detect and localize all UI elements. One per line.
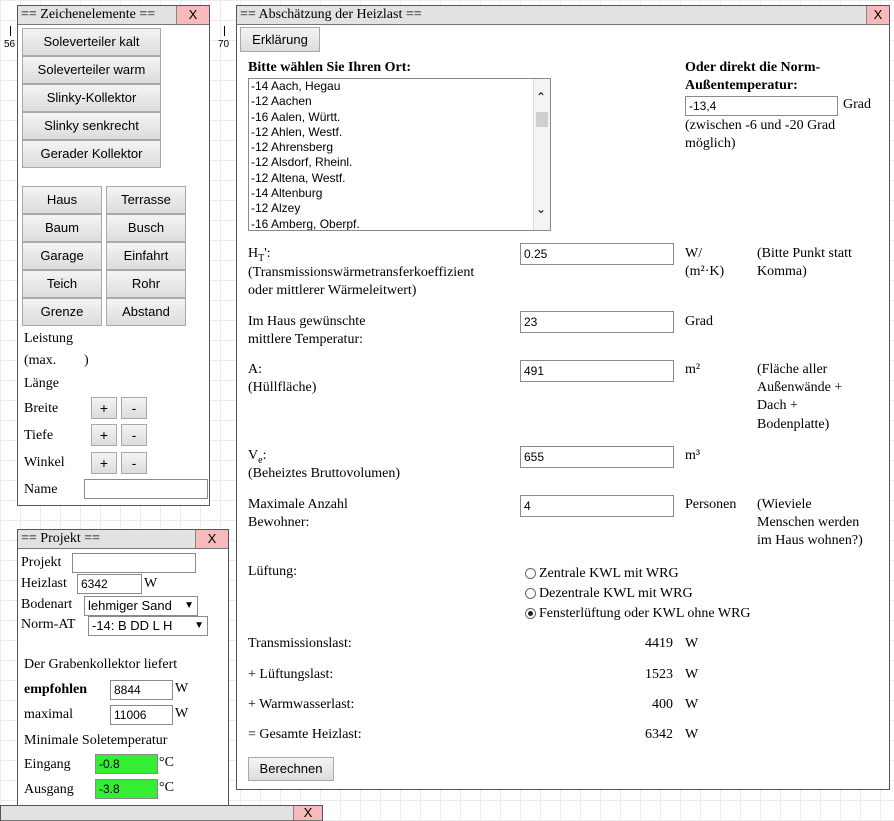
eingang-unit: °C [159,755,174,770]
zeichenelemente-close-button[interactable]: X [176,6,209,24]
soleverteiler-warm-button[interactable]: Soleverteiler warm [22,56,161,84]
grenze-button[interactable]: Grenze [22,298,102,326]
einfahrt-button[interactable]: Einfahrt [106,242,186,270]
projekt-panel [17,529,229,807]
heizlast-titlebar[interactable] [237,6,889,25]
a-input[interactable]: 491 [520,360,674,382]
heizlast-label: Heizlast [21,576,67,591]
norm-hint-1: (zwischen -6 und -20 Grad [685,118,836,133]
ausgang-unit: °C [159,780,174,795]
ht-label-tail: ': [264,246,271,261]
ht-desc-2: oder mittlerer Wärmeleitwert) [248,283,417,298]
bewohner-label-1: Maximale Anzahl [248,497,348,512]
v-desc: (Beheiztes Bruttovolumen) [248,466,401,481]
ruler-tick-left [10,26,11,36]
normat-select-value: -14: B DD L H [92,618,173,633]
list-item[interactable]: -12 Ahrensberg [251,140,334,155]
bewohner-hint-2: Menschen werden [757,515,860,530]
name-label: Name [24,482,58,497]
eingang-label: Eingang [24,757,71,772]
v-unit: m³ [685,448,701,463]
ort-heading: Bitte wählen Sie Ihren Ort: [248,60,412,75]
garage-button[interactable]: Garage [22,242,102,270]
ht-label [248,246,271,264]
transmission-unit: W [685,636,699,651]
ht-unit-1: W/ [685,246,703,261]
warmwasserlast-value: 400 [652,697,673,712]
temp-input[interactable]: 23 [520,311,674,333]
bewohner-hint-1: (Wieviele [757,497,812,512]
temp-label-1: Im Haus gewünschte [248,314,366,329]
max-close-paren: ) [84,353,89,368]
norm-heading-2: Außentemperatur: [685,78,798,93]
zeichenelemente-panel [17,5,210,506]
rohr-button[interactable]: Rohr [106,270,186,298]
a-hint-3: Dach + [757,398,798,413]
a-unit: m² [685,362,701,377]
tiefe-plus-button[interactable]: + [91,424,117,446]
heizlast-input[interactable]: 6342 [77,574,142,594]
laenge-label: Länge [24,376,59,391]
heizlast-title: == Abschätzung der Heizlast == [240,7,422,22]
chevron-down-icon[interactable]: ⌄ [536,202,547,216]
gesamt-heizlast-label: = Gesamte Heizlast: [248,727,362,742]
norm-temperatur-input[interactable]: -13,4 [685,96,838,116]
tiefe-minus-button[interactable]: - [121,424,147,446]
list-item[interactable]: -12 Alsdorf, Rheinl. [251,155,353,170]
lueftungslast-label: + Lüftungslast: [248,667,334,682]
lueftung-label: Lüftung: [248,564,297,579]
empfohlen-label: empfohlen [24,682,87,697]
maximal-unit: W [175,706,189,721]
soleverteiler-kalt-button[interactable]: Soleverteiler kalt [22,28,161,56]
warmwasserlast-label: + Warmwasserlast: [248,697,355,712]
a-hint-1: (Fläche aller [757,362,828,377]
temp-unit: Grad [685,314,713,329]
bewohner-label-2: Bewohner: [248,515,310,530]
projekt-input[interactable] [72,553,196,573]
empfohlen-unit: W [175,681,189,696]
v-label [248,448,266,466]
ausgang-value: -3.8 [95,779,158,799]
projekt-titlebar[interactable] [18,530,228,549]
ruler-label-left: 56 [4,39,16,50]
ht-input[interactable]: 0.25 [520,243,674,265]
a-label-1: A: [248,362,262,377]
heizlast-close-button[interactable]: X [866,6,889,24]
breite-label: Breite [24,401,59,416]
a-hint-4: Bodenplatte) [757,417,830,432]
norm-heading-1: Oder direkt die Norm- [685,60,821,75]
bottom-panel [0,805,323,821]
baum-button[interactable]: Baum [22,214,102,242]
list-item[interactable]: -12 Aachen [251,94,312,109]
bodenart-select-value: lehmiger Sand [88,598,172,613]
scroll-thumb[interactable] [536,112,548,127]
terrasse-button[interactable]: Terrasse [106,186,186,214]
ht-hint-1: (Bitte Punkt statt [757,246,852,261]
lueftungslast-unit: W [685,667,699,682]
chevron-down-icon: ▼ [194,620,204,631]
chevron-up-icon[interactable]: ⌃ [536,90,547,104]
gerader-kollektor-button[interactable]: Gerader Kollektor [22,140,161,168]
ht-hint-2: Komma) [757,264,807,279]
bewohner-input[interactable]: 4 [520,495,674,517]
ht-label-main: H [248,246,259,261]
chevron-down-icon: ▼ [184,600,194,611]
list-item[interactable]: -14 Altenburg [251,186,323,201]
tiefe-label: Tiefe [24,428,54,443]
heizlast-unit: W [144,576,158,591]
lueftung-option-zentrale[interactable]: Zentrale KWL mit WRG [539,566,679,581]
ort-listbox[interactable] [248,78,551,231]
abstand-button[interactable]: Abstand [106,298,186,326]
projekt-label: Projekt [21,555,62,570]
transmission-value: 4419 [645,636,673,651]
v-label-main: V [248,448,259,463]
eingang-value: -0.8 [95,754,158,774]
lueftung-option-fenster[interactable]: Fensterlüftung oder KWL ohne WRG [539,606,751,621]
breite-plus-button[interactable]: + [91,397,117,419]
graben-text: Der Grabenkollektor liefert [24,657,178,672]
v-label-tail: : [262,448,267,463]
bottom-panel-titlebar[interactable] [1,806,322,821]
normat-select[interactable] [88,616,208,636]
ruler-tick-right [224,26,225,36]
haus-button[interactable]: Haus [22,186,102,214]
warmwasserlast-unit: W [685,697,699,712]
v-input[interactable]: 655 [520,446,674,468]
maximal-label: maximal [24,707,73,722]
normat-label: Norm-AT [21,617,76,632]
list-item[interactable]: -14 Aach, Hegau [251,79,341,93]
projekt-close-button[interactable]: X [195,530,228,548]
ruler-label-right: 70 [218,39,230,50]
bodenart-select[interactable] [84,596,198,616]
bodenart-label: Bodenart [21,597,73,612]
zeichenelemente-title: == Zeichenelemente == [21,7,156,22]
name-input[interactable] [84,479,208,499]
winkel-plus-button[interactable]: + [91,452,117,474]
lueftung-radio-dezentrale[interactable] [525,588,536,599]
lueftungslast-value: 1523 [645,667,673,682]
list-item[interactable]: -16 Amberg, Oberpf. [251,216,360,231]
maximal-input[interactable]: 11006 [110,705,173,725]
slinky-senkrecht-button[interactable]: Slinky senkrecht [22,112,161,140]
norm-grad-unit: Grad [843,97,871,112]
lueftung-radio-fenster[interactable] [525,608,536,619]
lueftung-radio-zentrale[interactable] [525,568,536,579]
a-hint-2: Außenwände + [757,380,843,395]
projekt-title: == Projekt == [21,531,101,546]
berechnen-button[interactable]: Berechnen [248,757,334,781]
winkel-label: Winkel [24,455,65,470]
zeichenelemente-titlebar[interactable] [18,6,209,25]
ht-label-sub: T [258,252,265,264]
ausgang-label: Ausgang [24,782,74,797]
ort-scrollbar[interactable] [533,79,550,230]
ht-unit-2: (m²·K) [685,264,725,279]
norm-hint-2: möglich) [685,136,736,151]
list-item[interactable]: -16 Aalen, Württ. [251,109,341,124]
slinky-kollektor-button[interactable]: Slinky-Kollektor [22,84,161,112]
heizlast-panel [236,5,890,790]
teich-button[interactable]: Teich [22,270,102,298]
winkel-minus-button[interactable]: - [121,452,147,474]
gesamt-heizlast-value: 6342 [645,727,673,742]
temp-label-2: mittlere Temperatur: [248,332,363,347]
lueftung-option-dezentrale[interactable]: Dezentrale KWL mit WRG [539,586,693,601]
bewohner-hint-3: im Haus wohnen?) [757,533,863,548]
leistung-label: Leistung [24,331,73,346]
a-label-2: (Hüllfläche) [248,380,317,395]
gesamt-heizlast-unit: W [685,727,699,742]
transmission-label: Transmissionslast: [248,636,352,651]
ht-desc-1: (Transmissionswärmetransferkoeffizient [248,265,475,280]
empfohlen-input[interactable]: 8844 [110,680,173,700]
busch-button[interactable]: Busch [106,214,186,242]
bewohner-unit: Personen [685,497,737,512]
max-label: (max. [24,353,57,368]
breite-minus-button[interactable]: - [121,397,147,419]
sole-heading: Minimale Soletemperatur [24,733,168,748]
list-item[interactable]: -12 Alzey [251,201,301,216]
list-item[interactable]: -12 Ahlen, Westf. [251,124,343,139]
erklaerung-button[interactable]: Erklärung [240,27,320,52]
bottom-panel-close-button[interactable]: X [293,806,322,820]
v-label-sub: e [258,454,263,466]
list-item[interactable]: -12 Altena, Westf. [251,170,346,185]
